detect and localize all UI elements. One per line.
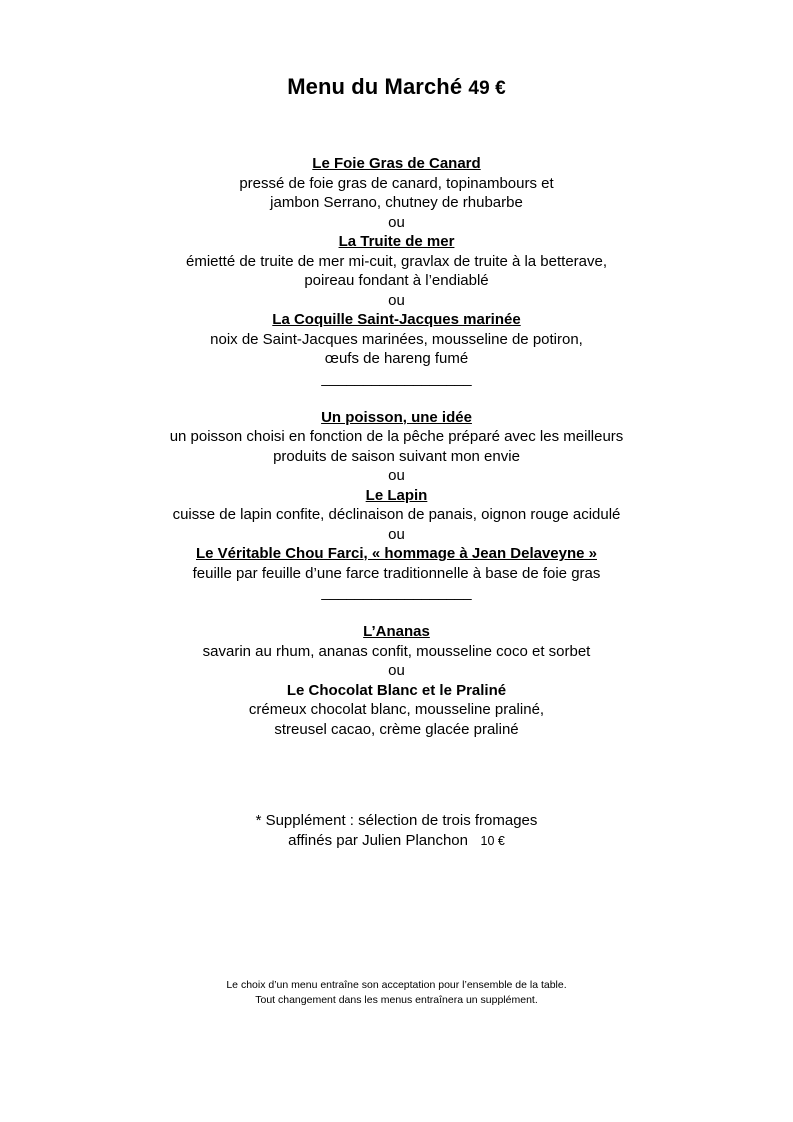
dessert-2-desc-2: streusel cacao, crème glacée praliné (274, 720, 519, 738)
menu-title: Menu du Marché (287, 74, 463, 99)
starter-1-desc-1: pressé de foie gras de canard, topinambours et (239, 174, 554, 192)
dessert-1-name: L’Ananas (363, 623, 430, 640)
section-divider: __________________ (321, 369, 472, 387)
supplement-line-1: * Supplément : sélection de trois fromages (255, 812, 538, 829)
starter-2-name: La Truite de mer (338, 233, 455, 250)
or-separator: ou (388, 213, 405, 231)
menu-price: 49 € (468, 78, 506, 99)
footer-note (0, 978, 793, 1007)
supplement-price: 10 € (480, 834, 505, 848)
starter-1-desc-2: jambon Serrano, chutney de rhubarbe (270, 194, 523, 211)
main-2-name: Le Lapin (365, 486, 428, 504)
section-gap (0, 603, 793, 623)
main-1-desc-1: un poisson choisi en fonction de la pêche préparé avec les meilleurs (169, 428, 624, 445)
cheese-supplement (0, 811, 793, 851)
footer-line-1: Le choix d’un menu entraîne son acceptation pour l’ensemble de la table. (226, 979, 567, 991)
dessert-2-name: Le Chocolat Blanc et le Praliné (286, 681, 507, 699)
page-title (0, 74, 793, 100)
main-3-name: Le Véritable Chou Farci, « hommage à Jean Delaveyne » (196, 545, 597, 562)
dessert-2-desc-1: crémeux chocolat blanc, mousseline praliné, (248, 701, 545, 718)
main-2-desc-1: cuisse de lapin confite, déclinaison de panais, oignon rouge acidulé (172, 506, 621, 523)
starter-2-desc-1: émietté de truite de mer mi-cuit, gravlax de truite à la betterave, (185, 252, 608, 270)
starter-3-desc-2: œufs de hareng fumé (324, 350, 469, 367)
starter-3-name: La Coquille Saint-Jacques marinée (272, 311, 521, 328)
starter-3-desc-1: noix de Saint-Jacques marinées, mousseline de potiron, (210, 330, 583, 348)
menu-body (0, 154, 793, 739)
footer-line-2: Tout changement dans les menus entraînera un supplément. (255, 993, 538, 1006)
starter-2-desc-2: poireau fondant à l’endiablé (304, 272, 489, 289)
or-separator: ou (388, 467, 405, 484)
main-1-name: Un poisson, une idée (321, 408, 472, 426)
supplement-line-2-wrap (0, 831, 793, 851)
or-separator: ou (388, 291, 405, 309)
or-separator: ou (388, 525, 405, 543)
or-separator: ou (388, 662, 405, 679)
section-divider: __________________ (321, 584, 472, 601)
section-gap (0, 388, 793, 408)
supplement-line-2: affinés par Julien Planchon (288, 832, 468, 849)
starter-1-name: Le Foie Gras de Canard (312, 155, 481, 172)
main-1-desc-2: produits de saison suivant mon envie (273, 447, 520, 465)
dessert-1-desc-1: savarin au rhum, ananas confit, mousseline coco et sorbet (202, 642, 591, 660)
main-3-desc-1: feuille par feuille d’une farce traditionnelle à base de foie gras (192, 564, 601, 582)
